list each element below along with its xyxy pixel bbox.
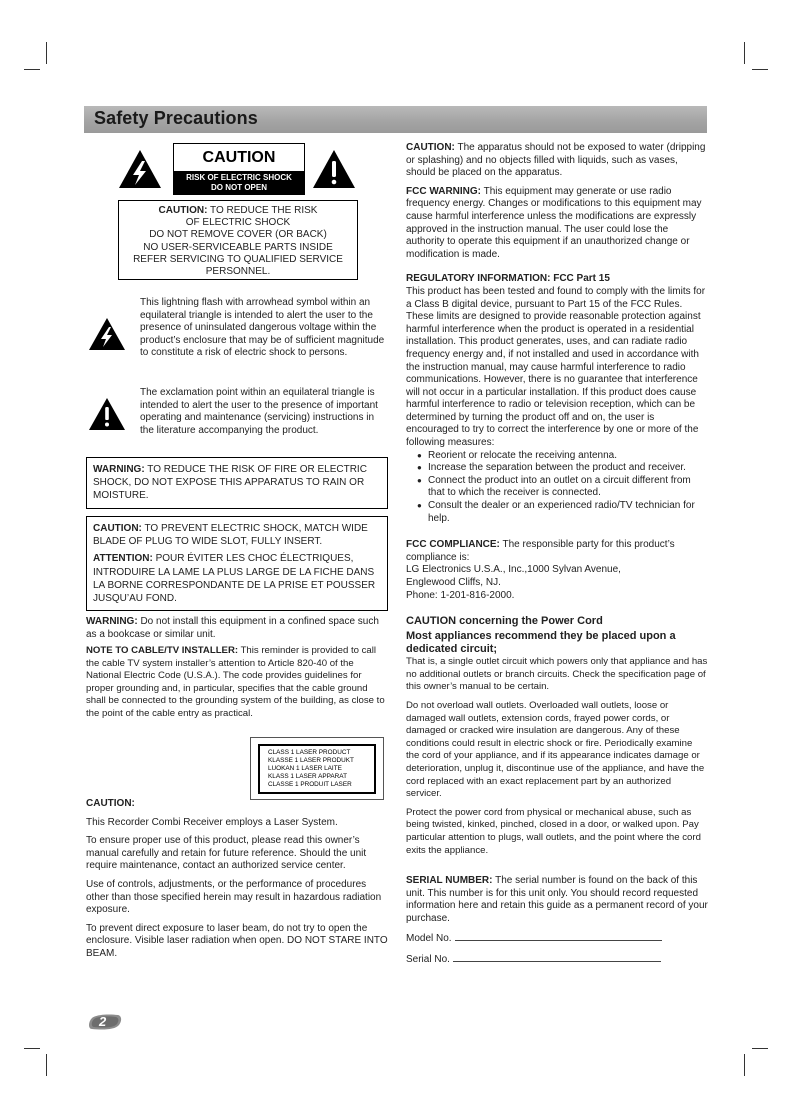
page-number: 2 bbox=[99, 1014, 107, 1029]
list-item: ● Increase the separation between the product and receiver. bbox=[406, 462, 708, 475]
cable-installer-lead: NOTE TO CABLE/TV INSTALLER: bbox=[86, 645, 239, 656]
fcc-compliance-address: LG Electronics U.S.A., Inc.,1000 Sylvan Avenue, bbox=[406, 564, 621, 576]
serial-number-note bbox=[406, 875, 708, 925]
list-item: ● Reorient or relocate the receiving antenna. bbox=[406, 450, 708, 463]
attention-text: POUR ÉVITER LES CHOC ÉLECTRIQUES, INTRODUIRE LA LAME LA PLUS LARGE DE LA FICHE DANS LA BORNE CORRESPONDANTE DE LA PRISE ET POUSSER JUSQU’AU FOND. bbox=[93, 553, 376, 605]
exclamation-triangle-icon bbox=[312, 149, 356, 189]
caution-plug-lead: CAUTION: bbox=[93, 523, 142, 534]
laser-label-line: CLASS 1 LASER PRODUCT bbox=[268, 749, 351, 756]
fcc-compliance-lead: FCC COMPLIANCE: bbox=[406, 539, 500, 551]
laser-label-text bbox=[258, 744, 376, 794]
fcc-compliance bbox=[406, 539, 708, 602]
water-caution-lead: CAUTION: bbox=[406, 142, 455, 153]
laser-caution-paragraph: This Recorder Combi Receiver employs a Laser System. bbox=[86, 816, 338, 828]
crop-mark bbox=[24, 1048, 40, 1049]
laser-label-line: LUOKAN 1 LASER LAITE bbox=[268, 765, 342, 772]
laser-label-line: KLASSE 1 LASER PRODUKT bbox=[268, 757, 354, 764]
crop-mark bbox=[744, 1054, 745, 1076]
lightning-symbol-text: This lightning flash with arrowhead symbol within an equilateral triangle is intended to alert the user to the presence of uninsulated dangerous voltage within the product’s enclosure that may be of sufficient magnitude to constitute a risk of electric shock to persons. bbox=[140, 297, 385, 359]
serial-number-lead: SERIAL NUMBER: bbox=[406, 875, 493, 887]
power-cord-paragraph: That is, a single outlet circuit which powers only that appliance and has no additional outlets or branch circuits. Check the specification page of this owner’s manual to be certain. bbox=[406, 656, 708, 693]
lightning-triangle-icon bbox=[88, 317, 126, 351]
warning-confined-text: Do not install this equipment in a confined space such as a bookcase or similar unit. bbox=[86, 616, 379, 640]
regulatory-measures-list bbox=[406, 450, 708, 526]
warning-text: TO REDUCE THE RISK OF FIRE OR ELECTRIC SHOCK, DO NOT EXPOSE THIS APPARATUS TO RAIN OR MOISTURE. bbox=[93, 464, 367, 502]
fcc-compliance-text: The responsible party for this product’s compliance is: bbox=[406, 539, 675, 563]
serial-number-text: The serial number is found on the back of this unit. This number is for this unit only. You should record requested information here and retain this guide as a permanent record of your purchase. bbox=[406, 875, 708, 924]
regulatory-heading: REGULATORY INFORMATION: FCC Part 15 bbox=[406, 273, 610, 285]
crop-mark bbox=[46, 1054, 47, 1076]
list-item: ● Consult the dealer or an experienced radio/TV technician for help. bbox=[406, 500, 708, 525]
model-number-field bbox=[406, 932, 708, 946]
power-cord-heading: CAUTION concerning the Power Cord bbox=[406, 615, 603, 628]
crop-mark bbox=[744, 42, 745, 64]
warning-confined-space bbox=[86, 616, 388, 641]
water-caution bbox=[406, 142, 708, 180]
power-cord-subheading: Most appliances recommend they be placed upon a dedicated circuit; bbox=[406, 630, 676, 656]
warning-rain-box bbox=[86, 457, 388, 509]
caution-line: OF ELECTRIC SHOCK bbox=[185, 217, 291, 229]
caution-subtitle-line: RISK OF ELECTRIC SHOCK bbox=[186, 173, 292, 182]
caution-label-subtitle bbox=[174, 171, 304, 195]
serial-number-line[interactable] bbox=[453, 953, 661, 962]
water-caution-text: The apparatus should not be exposed to water (dripping or splashing) and no objects filled with liquids, such as vases, should be placed on the apparatus. bbox=[406, 142, 706, 179]
crop-mark bbox=[46, 42, 47, 64]
caution-line: REFER SERVICING TO QUALIFIED SERVICE bbox=[133, 253, 343, 265]
fcc-compliance-phone: Phone: 1-201-816-2000. bbox=[406, 589, 515, 601]
list-item: ● Connect the product into an outlet on a circuit different from that to which the receiver is connected. bbox=[406, 475, 708, 500]
caution-line: PERSONNEL. bbox=[205, 266, 271, 278]
serial-number-field bbox=[406, 953, 708, 967]
lightning-symbol-explanation bbox=[86, 297, 388, 377]
fcc-compliance-address: Englewood Cliffs, NJ. bbox=[406, 577, 501, 588]
cable-installer-text: This reminder is provided to call the cable TV system installer’s attention to Article 820-40 of the National Electric Code (U.S.A.). The code provides guidelines for proper grounding and, in particular, specifies that the cable ground shall be connected to the grounding system of the building, as close to the point of the cable entry as practical. bbox=[86, 645, 385, 719]
laser-product-label bbox=[250, 737, 384, 800]
fcc-warning-text: This equipment may generate or use radio frequency energy. Changes or modifications to this equipment may cause harmful interference unless the modifications are expressly approved in the instruction manual. The user could lose the authority to operate this equipment if an unauthorized change or modification is made. bbox=[406, 185, 702, 260]
caution-label-title: CAUTION bbox=[202, 149, 276, 166]
caution-subtitle-line: DO NOT OPEN bbox=[210, 183, 267, 192]
cable-installer-note bbox=[86, 645, 388, 721]
crop-mark bbox=[24, 69, 40, 70]
serial-number-label: Serial No. bbox=[406, 954, 450, 966]
right-column bbox=[406, 142, 708, 967]
regulatory-text: This product has been tested and found to comply with the limits for a Class B digital device, pursuant to Part 15 of the FCC Rules. These limits are designed to provide reasonable protection against harmful interference when the product is operated in a residential installation. This product generates, uses, and can radiate radio frequency energy and, if not installed and used in accordance with the instruction manual, may cause harmful interference to radio communications. However, there is no guarantee that interference will not occur in a particular installation. If this product does cause harmful interference to radio or television reception, which can be determined by turning the product off and on, the user is encouraged to try to correct the interference by one or more of the following measures: bbox=[406, 285, 706, 449]
laser-label-line: KLASS 1 LASER APPARAT bbox=[268, 773, 347, 780]
laser-caution-paragraph: Use of controls, adjustments, or the performance of procedures other than those specified herein may result in hazardous radiation exposure. bbox=[86, 878, 382, 916]
caution-plug-text: TO PREVENT ELECTRIC SHOCK, MATCH WIDE BLADE OF PLUG TO WIDE SLOT, FULLY INSERT. bbox=[93, 523, 368, 548]
crop-mark bbox=[752, 1048, 768, 1049]
caution-lead: CAUTION: bbox=[158, 205, 208, 216]
power-cord-paragraph: Do not overload wall outlets. Overloaded wall outlets, loose or damaged wall outlets, extension cords, frayed power cords, or damaged or cracked wire insulation are dangerous. Any of these conditions could result in electric shock or fire. Periodically examine the cord of your appliance, and if its appearance indicates damage or deterioration, unplug it, discontinue use of the appliance, and have the cord replaced with an exact replacement part by an authorized servicer. bbox=[406, 699, 705, 800]
caution-notice-box bbox=[118, 200, 358, 280]
caution-line: TO REDUCE THE RISK bbox=[207, 205, 318, 216]
model-number-line[interactable] bbox=[455, 932, 662, 941]
caution-label bbox=[173, 143, 305, 195]
model-number-label: Model No. bbox=[406, 933, 452, 945]
lightning-triangle-icon bbox=[118, 149, 162, 189]
warning-confined-lead: WARNING: bbox=[86, 616, 138, 627]
exclamation-symbol-explanation bbox=[86, 387, 388, 457]
caution-label-group bbox=[118, 143, 358, 195]
warning-lead: WARNING: bbox=[93, 464, 145, 475]
laser-caution-paragraph: To prevent direct exposure to laser beam, do not try to open the enclosure. Visible laser radiation when open. DO NOT STARE INTO BEAM. bbox=[86, 922, 388, 959]
laser-caution-paragraph: To ensure proper use of this product, please read this owner’s manual carefully and retain for future reference. Should the unit require maintenance, contact an authorized service center. bbox=[86, 835, 367, 872]
fcc-warning bbox=[406, 186, 708, 262]
caution-plug-box bbox=[86, 516, 388, 611]
power-cord-paragraph: Protect the power cord from physical or mechanical abuse, such as being twisted, kinked, pinched, closed in a door, or walked upon. Pay particular attention to plugs, wall outlets, and the point where the cord exits the appliance. bbox=[406, 806, 701, 856]
laser-label-line: CLASSE 1 PRODUIT LASER bbox=[268, 781, 352, 788]
page-title: Safety Precautions bbox=[94, 108, 258, 128]
laser-caution-section bbox=[86, 798, 388, 961]
attention-lead: ATTENTION: bbox=[93, 553, 153, 565]
caution-line: DO NOT REMOVE COVER (OR BACK) bbox=[149, 229, 327, 241]
caution-line: NO USER-SERVICEABLE PARTS INSIDE bbox=[143, 241, 333, 253]
fcc-warning-lead: FCC WARNING: bbox=[406, 185, 481, 197]
exclamation-triangle-icon bbox=[88, 397, 126, 431]
crop-mark bbox=[752, 69, 768, 70]
laser-caution-heading: CAUTION: bbox=[86, 798, 135, 809]
exclamation-symbol-text: The exclamation point within an equilateral triangle is intended to alert the user to the presence of important operating and maintenance (servicing) instructions in the literature accompanying the product. bbox=[140, 387, 378, 436]
